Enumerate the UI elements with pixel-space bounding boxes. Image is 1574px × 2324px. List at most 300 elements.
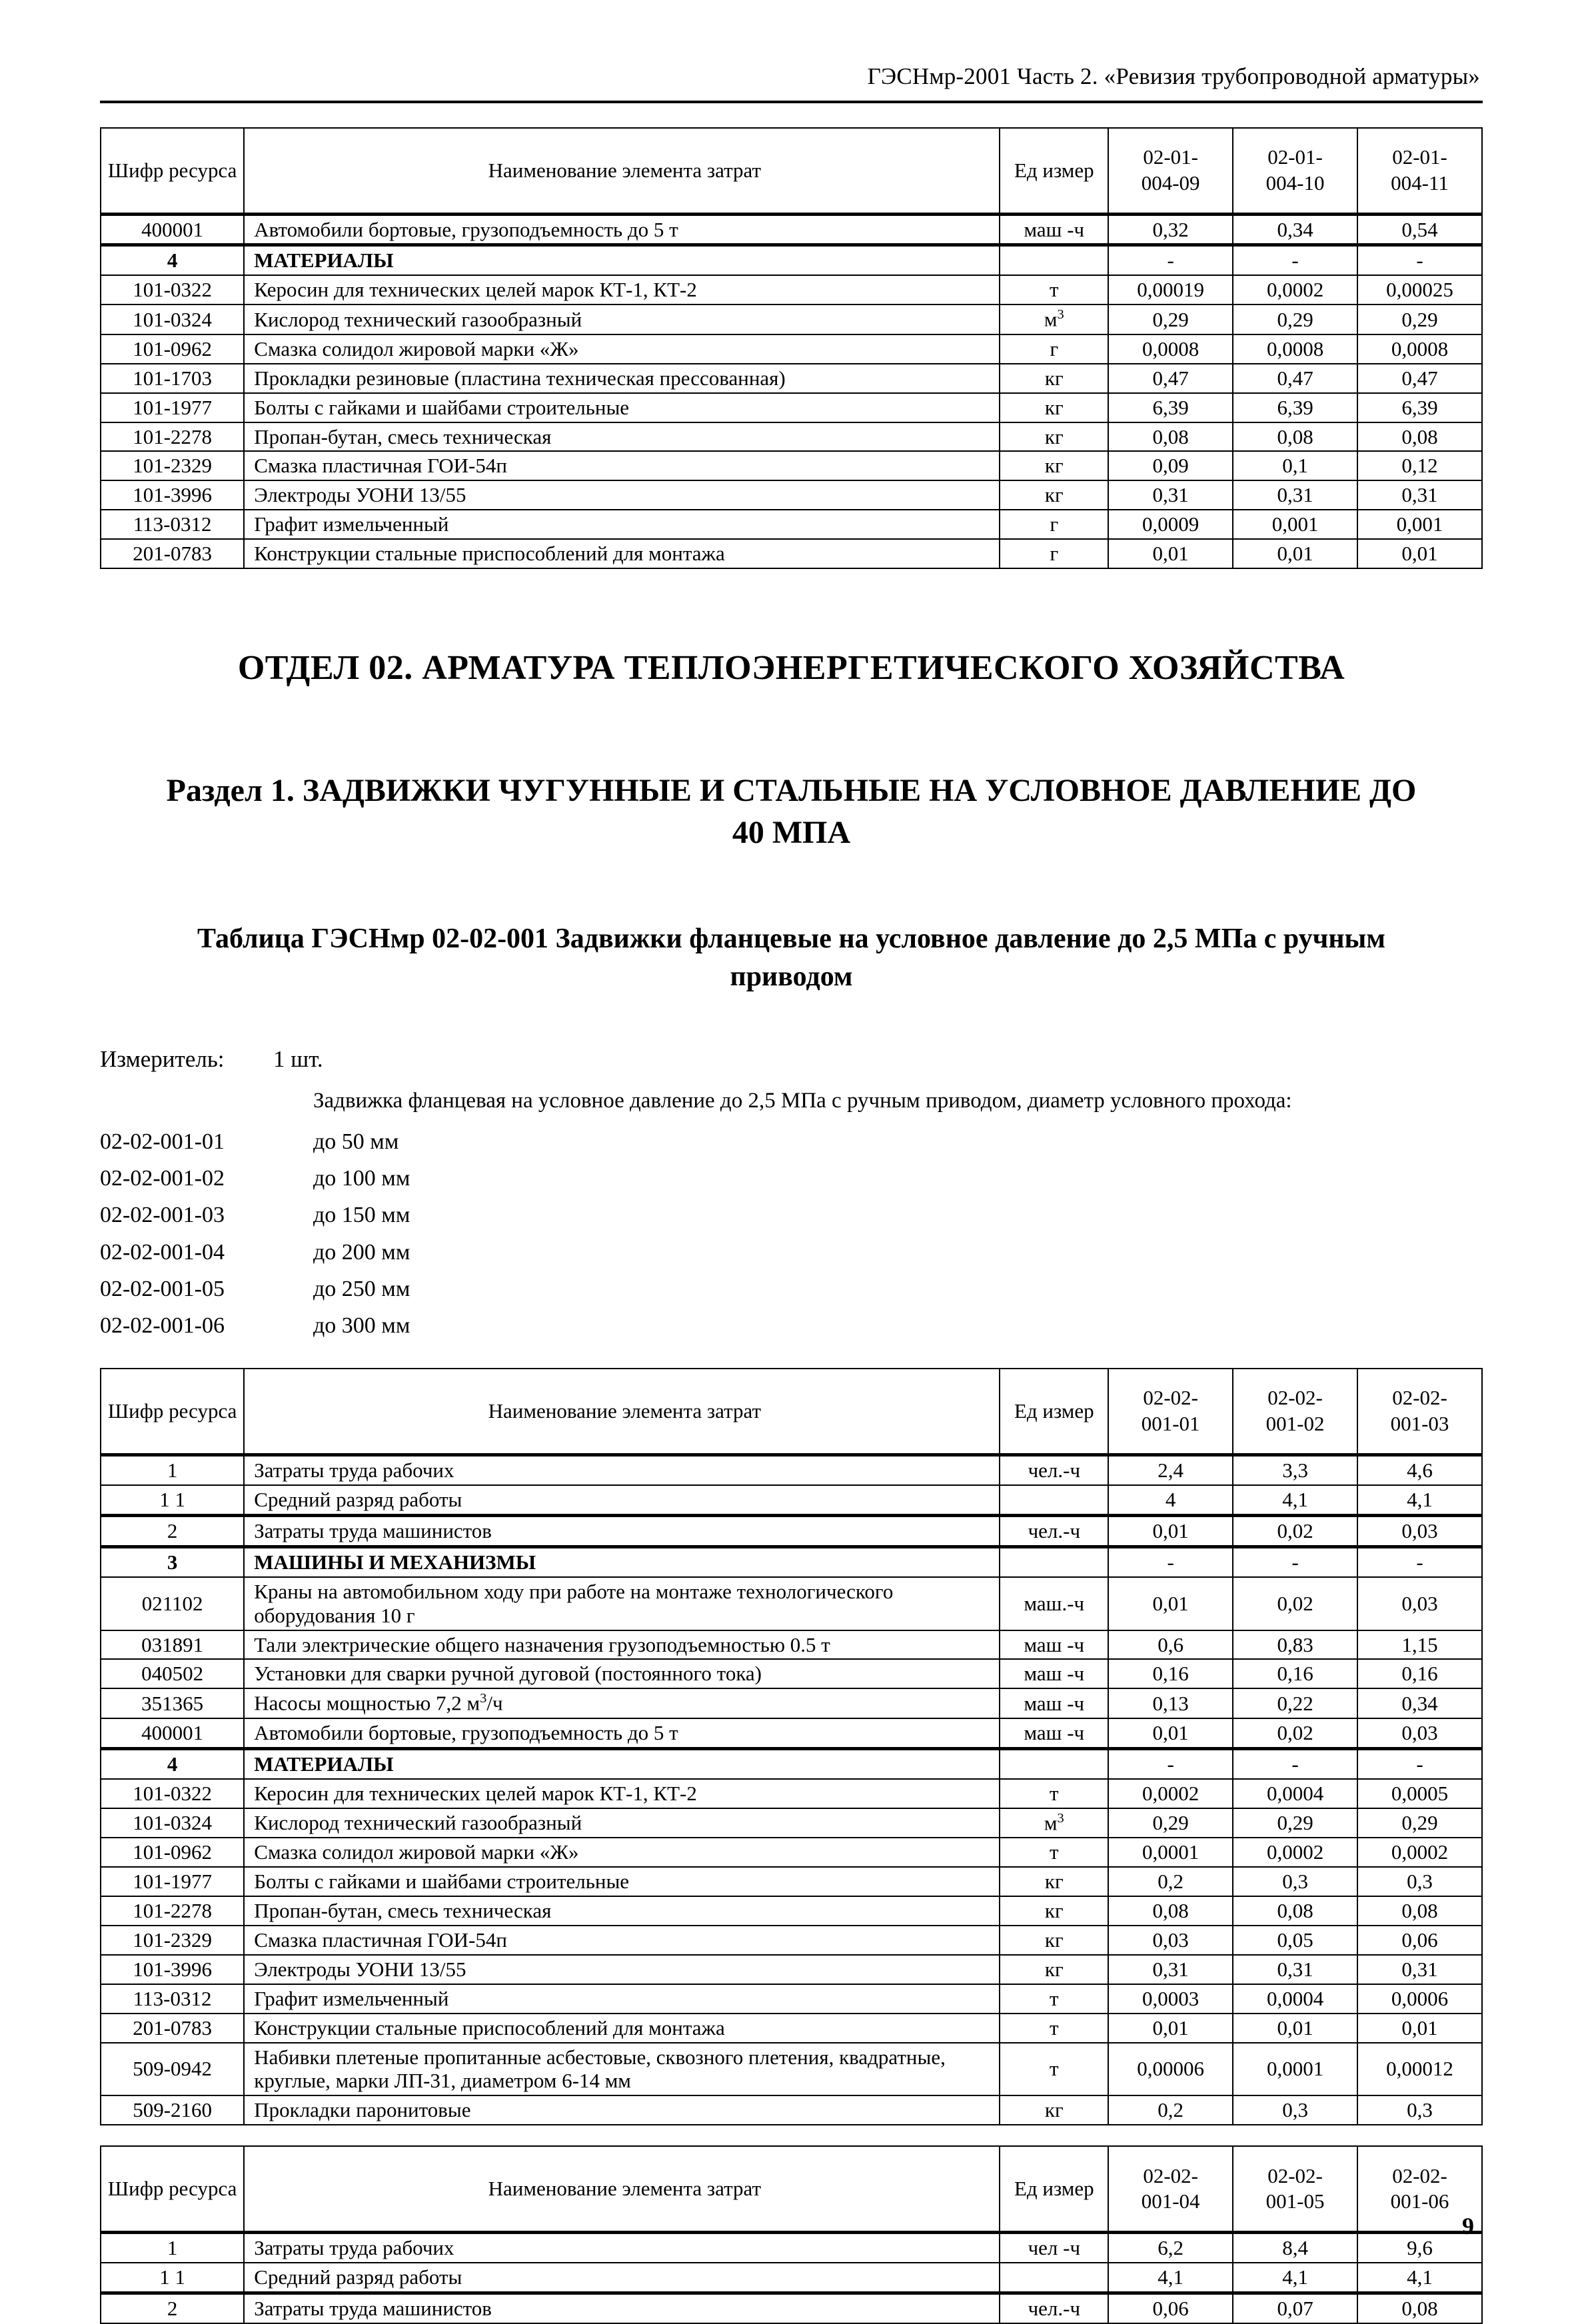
cell-resource-code: 4 <box>101 1748 244 1778</box>
resource-table-1-wrapper <box>100 127 1483 570</box>
cell-value: 0,31 <box>1233 1955 1357 1984</box>
cell-unit: кг <box>1000 2095 1108 2125</box>
cell-value: 0,3 <box>1357 1867 1482 1896</box>
cell-resource-code: 101-0324 <box>101 1808 244 1838</box>
table-row <box>101 2014 1482 2043</box>
table-row <box>101 1779 1482 1808</box>
section-heading: Раздел 1. ЗАДВИЖКИ ЧУГУННЫЕ И СТАЛЬНЫЕ НА УСЛОВНОЕ ДАВЛЕНИЕ ДО 40 МПА <box>166 772 1417 851</box>
cell-value: 9,6 <box>1357 2233 1482 2263</box>
cell-unit: чел -ч <box>1000 2233 1108 2263</box>
table-row <box>101 214 1482 245</box>
cell-unit <box>1000 1748 1108 1778</box>
cell-value: 3,3 <box>1233 1454 1357 1484</box>
cell-value: - <box>1233 1748 1357 1778</box>
cell-value: 0,0006 <box>1357 1984 1482 2014</box>
cell-value: 0,47 <box>1233 364 1357 393</box>
resource-table-2 <box>100 1368 1483 2126</box>
variant-description: до 250 мм <box>313 1276 410 1301</box>
th-variant-1-bottom: 001-01 <box>1141 1411 1200 1435</box>
th-unit: Ед измер <box>1000 2146 1108 2233</box>
cell-value: 0,0001 <box>1233 2043 1357 2096</box>
cell-element-name: Затраты труда рабочих <box>244 1454 1000 1484</box>
running-header: ГЭСНмр-2001 Часть 2. «Ревизия трубопроводной арматуры» <box>867 63 1480 89</box>
table-3-body <box>101 2233 1482 2323</box>
cell-element-name: Затраты труда рабочих <box>244 2233 1000 2263</box>
table-2-head <box>101 1369 1482 1455</box>
variant-code: 02-02-001-01 <box>100 1129 225 1155</box>
cell-value: 0,0008 <box>1233 334 1357 364</box>
cell-unit: т <box>1000 2014 1108 2043</box>
cell-value: 0,0005 <box>1357 1779 1482 1808</box>
table-row <box>101 1688 1482 1718</box>
cell-unit: т <box>1000 1838 1108 1867</box>
cell-value: 0,001 <box>1233 510 1357 539</box>
cell-unit: маш -ч <box>1000 1688 1108 1718</box>
cell-unit: т <box>1000 2043 1108 2096</box>
cell-unit: чел.-ч <box>1000 1515 1108 1546</box>
cell-element-name: Болты с гайками и шайбами строительные <box>244 1867 1000 1896</box>
table-row <box>101 539 1482 568</box>
cell-unit: кг <box>1000 1926 1108 1955</box>
th-name: Наименование элемента затрат <box>244 2146 1000 2233</box>
cell-element-name: Кислород технический газообразный <box>244 304 1000 334</box>
cell-value: 6,2 <box>1108 2233 1233 2263</box>
cell-resource-code: 101-0322 <box>101 275 244 304</box>
cell-unit: кг <box>1000 1955 1108 1984</box>
cell-element-name: Насосы мощностью 7,2 $м^3/ч$ <box>244 1688 1000 1718</box>
cell-element-name: Прокладки паронитовые <box>244 2095 1000 2125</box>
cell-value: 0,08 <box>1233 422 1357 452</box>
cell-element-name: МАШИНЫ И МЕХАНИЗМЫ <box>244 1546 1000 1576</box>
variant-description: до 200 мм <box>313 1239 410 1265</box>
cell-value: 0,01 <box>1108 2014 1233 2043</box>
th-variant-1-top: 02-01- <box>1143 145 1198 169</box>
cell-value: 2,4 <box>1108 1454 1233 1484</box>
cell-value: 0,31 <box>1108 480 1233 510</box>
cell-value: 0,0002 <box>1357 1838 1482 1867</box>
th-variant-1 <box>1108 1369 1233 1455</box>
cell-resource-code: 101-0324 <box>101 304 244 334</box>
cell-resource-code: 101-1977 <box>101 1867 244 1896</box>
table-row <box>101 422 1482 452</box>
cell-value: 0,01 <box>1108 1577 1233 1630</box>
variant-description: до 300 мм <box>313 1313 410 1338</box>
cell-unit <box>1000 1546 1108 1576</box>
th-variant-3 <box>1357 128 1482 215</box>
cell-element-name: Смазка пластичная ГОИ-54п <box>244 451 1000 480</box>
cell-value: - <box>1233 1546 1357 1576</box>
th-unit: Ед измер <box>1000 128 1108 215</box>
table-row <box>101 304 1482 334</box>
cell-unit: кг <box>1000 480 1108 510</box>
cell-element-name: МАТЕРИАЛЫ <box>244 245 1000 275</box>
variant-code-row <box>100 1197 1483 1233</box>
cell-value: 0,08 <box>1357 1896 1482 1926</box>
cell-value: 6,39 <box>1357 393 1482 422</box>
cell-value: 0,12 <box>1357 451 1482 480</box>
cell-value: 0,08 <box>1108 1896 1233 1926</box>
header-rule <box>100 101 1483 103</box>
cell-value: 0,32 <box>1108 214 1233 245</box>
cell-value: - <box>1233 245 1357 275</box>
cell-value: 0,02 <box>1233 1515 1357 1546</box>
cell-value: 0,0004 <box>1233 1984 1357 2014</box>
cell-value: 0,01 <box>1108 1718 1233 1748</box>
cell-value: 0,03 <box>1357 1515 1482 1546</box>
cell-value: 0,00006 <box>1108 2043 1233 2096</box>
cell-element-name: Керосин для технических целей марок КТ-1, КТ-2 <box>244 1779 1000 1808</box>
cell-value: 0,3 <box>1357 2095 1482 2125</box>
cell-unit: маш.-ч <box>1000 1577 1108 1630</box>
variant-description: до 100 мм <box>313 1166 410 1191</box>
cell-resource-code: 101-1977 <box>101 393 244 422</box>
variant-description: до 150 мм <box>313 1203 410 1228</box>
cell-value: 0,01 <box>1357 2014 1482 2043</box>
table-title: Таблица ГЭСНмр 02-02-001 Задвижки фланцевые на условное давление до 2,5 МПа с ручным приводом <box>197 923 1385 992</box>
cell-value: 0,00012 <box>1357 2043 1482 2096</box>
th-name: Наименование элемента затрат <box>244 1369 1000 1455</box>
cell-resource-code: 351365 <box>101 1688 244 1718</box>
cell-element-name: Керосин для технических целей марок КТ-1, КТ-2 <box>244 275 1000 304</box>
cell-value: 0,03 <box>1108 1926 1233 1955</box>
cell-value: 0,00025 <box>1357 275 1482 304</box>
table-header-row <box>101 128 1482 215</box>
cell-element-name: Смазка солидол жировой марки «Ж» <box>244 1838 1000 1867</box>
cell-element-name: Краны на автомобильном ходу при работе на монтаже технологического оборудования 10 г <box>244 1577 1000 1630</box>
th-variant-2-top: 02-01- <box>1267 145 1323 169</box>
cell-resource-code: 509-2160 <box>101 2095 244 2125</box>
cell-element-name: Установки для сварки ручной дуговой (постоянного тока) <box>244 1659 1000 1688</box>
table-row <box>101 334 1482 364</box>
cell-resource-code: 400001 <box>101 214 244 245</box>
table-row <box>101 1718 1482 1748</box>
cell-element-name: Смазка солидол жировой марки «Ж» <box>244 334 1000 364</box>
cell-value: 0,54 <box>1357 214 1482 245</box>
cell-resource-code: 201-0783 <box>101 539 244 568</box>
cell-value: - <box>1357 1546 1482 1576</box>
cell-element-name: Затраты труда машинистов <box>244 1515 1000 1546</box>
cell-element-name: Кислород технический газообразный <box>244 1808 1000 1838</box>
cell-element-name: Прокладки резиновые (пластина техническая прессованная) <box>244 364 1000 393</box>
cell-value: 0,3 <box>1233 1867 1357 1896</box>
cell-value: 4,1 <box>1233 1485 1357 1515</box>
cell-value: 0,05 <box>1233 1926 1357 1955</box>
cell-resource-code: 400001 <box>101 1718 244 1748</box>
cell-value: 0,16 <box>1108 1659 1233 1688</box>
cell-resource-code: 101-3996 <box>101 1955 244 1984</box>
cell-resource-code: 101-2278 <box>101 422 244 452</box>
cell-resource-code: 101-2329 <box>101 1926 244 1955</box>
th-variant-2-bottom: 004-10 <box>1265 171 1325 195</box>
variant-code: 02-02-001-05 <box>100 1276 225 1301</box>
th-variant-1-top: 02-02- <box>1143 2163 1198 2187</box>
cell-unit: г <box>1000 510 1108 539</box>
cell-element-name: Автомобили бортовые, грузоподъемность до 5 т <box>244 214 1000 245</box>
variant-code-row <box>100 1271 1483 1307</box>
cell-resource-code: 040502 <box>101 1659 244 1688</box>
variant-code-list <box>100 1123 1483 1343</box>
cell-element-name: Графит измельченный <box>244 510 1000 539</box>
page-number: 9 <box>1462 2213 1474 2239</box>
cell-value: 0,06 <box>1357 1926 1482 1955</box>
cell-value: 4,1 <box>1108 2263 1233 2293</box>
variant-code-row <box>100 1123 1483 1160</box>
cell-value: 0,31 <box>1233 480 1357 510</box>
variant-code-row <box>100 1160 1483 1197</box>
table-row <box>101 1896 1482 1926</box>
cell-value: 0,83 <box>1233 1630 1357 1660</box>
resource-table-2-wrapper <box>100 1368 1483 2126</box>
th-variant-1-bottom: 001-04 <box>1141 2189 1200 2213</box>
table-row <box>101 2293 1482 2323</box>
cell-value: 0,0008 <box>1357 334 1482 364</box>
cell-value: 0,0008 <box>1108 334 1233 364</box>
table-row <box>101 1926 1482 1955</box>
cell-value: 0,29 <box>1357 1808 1482 1838</box>
table-1-head <box>101 128 1482 215</box>
cell-value: 0,47 <box>1108 364 1233 393</box>
cell-resource-code: 101-2278 <box>101 1896 244 1926</box>
variant-code: 02-02-001-06 <box>100 1313 225 1338</box>
cell-value: 0,00019 <box>1108 275 1233 304</box>
cell-unit: маш -ч <box>1000 1630 1108 1660</box>
cell-value: 0,08 <box>1357 422 1482 452</box>
resource-table-1 <box>100 127 1483 570</box>
table-row <box>101 1984 1482 2014</box>
th-variant-3-top: 02-02- <box>1392 1386 1447 1410</box>
cell-unit: г <box>1000 539 1108 568</box>
th-variant-3 <box>1357 1369 1482 1455</box>
cell-element-name: Графит измельченный <box>244 1984 1000 2014</box>
cell-element-name: Конструкции стальные приспособлений для монтажа <box>244 539 1000 568</box>
department-heading: ОТДЕЛ 02. АРМАТУРА ТЕПЛОЭНЕРГЕТИЧЕСКОГО ХОЗЯЙСТВА <box>237 649 1345 688</box>
resource-table-3-wrapper <box>100 2145 1483 2324</box>
cell-value: 0,01 <box>1233 539 1357 568</box>
cell-value: 0,01 <box>1357 539 1482 568</box>
measure-row <box>100 1046 1483 1073</box>
cell-unit: маш -ч <box>1000 1718 1108 1748</box>
cell-resource-code: 113-0312 <box>101 1984 244 2014</box>
table-2-body <box>101 1454 1482 2125</box>
page-content <box>100 0 1483 2324</box>
cell-unit: кг <box>1000 1896 1108 1926</box>
cell-value: 0,29 <box>1108 304 1233 334</box>
cell-value: 0,07 <box>1233 2293 1357 2323</box>
cell-unit: г <box>1000 334 1108 364</box>
table-row <box>101 1808 1482 1838</box>
th-variant-3-bottom: 001-03 <box>1390 1411 1449 1435</box>
cell-value: 0,31 <box>1357 1955 1482 1984</box>
table-row <box>101 1955 1482 1984</box>
cell-element-name: Автомобили бортовые, грузоподъемность до 5 т <box>244 1718 1000 1748</box>
cell-unit: чел.-ч <box>1000 2293 1108 2323</box>
th-variant-3-top: 02-02- <box>1392 2163 1447 2187</box>
cell-value: 0,34 <box>1233 214 1357 245</box>
cell-element-name: Средний разряд работы <box>244 2263 1000 2293</box>
th-code: Шифр ресурса <box>101 2146 244 2233</box>
cell-value: 0,31 <box>1357 480 1482 510</box>
table-row <box>101 2263 1482 2293</box>
th-variant-2-top: 02-02- <box>1267 1386 1323 1410</box>
table-header-row <box>101 1369 1482 1455</box>
table-row <box>101 1485 1482 1515</box>
cell-unit <box>1000 2263 1108 2293</box>
table-row <box>101 393 1482 422</box>
cell-resource-code: 2 <box>101 1515 244 1546</box>
th-variant-3-bottom: 001-06 <box>1390 2189 1449 2213</box>
table-row <box>101 1838 1482 1867</box>
cell-resource-code: 4 <box>101 245 244 275</box>
th-variant-3-top: 02-01- <box>1392 145 1447 169</box>
table-row <box>101 1867 1482 1896</box>
cell-value: 4 <box>1108 1485 1233 1515</box>
table-row <box>101 2233 1482 2263</box>
cell-unit: $м^3$ <box>1000 1808 1108 1838</box>
cell-unit: кг <box>1000 422 1108 452</box>
th-variant-1 <box>1108 128 1233 215</box>
cell-value: 4,6 <box>1357 1454 1482 1484</box>
cell-resource-code: 101-3996 <box>101 480 244 510</box>
table-row <box>101 364 1482 393</box>
cell-resource-code: 031891 <box>101 1630 244 1660</box>
cell-value: 0,34 <box>1357 1688 1482 1718</box>
cell-element-name: Смазка пластичная ГОИ-54п <box>244 1926 1000 1955</box>
cell-element-name: Затраты труда машинистов <box>244 2293 1000 2323</box>
cell-resource-code: 101-0962 <box>101 334 244 364</box>
cell-element-name: Болты с гайками и шайбами строительные <box>244 393 1000 422</box>
cell-resource-code: 509-0942 <box>101 2043 244 2096</box>
variant-code: 02-02-001-03 <box>100 1203 225 1228</box>
cell-unit <box>1000 245 1108 275</box>
table-row <box>101 480 1482 510</box>
th-code: Шифр ресурса <box>101 1369 244 1455</box>
cell-value: 4,1 <box>1357 2263 1482 2293</box>
cell-value: 0,29 <box>1108 1808 1233 1838</box>
cell-resource-code: 1 1 <box>101 2263 244 2293</box>
cell-value: - <box>1108 1748 1233 1778</box>
cell-value: 0,03 <box>1357 1718 1482 1748</box>
cell-resource-code: 2 <box>101 2293 244 2323</box>
cell-value: 0,01 <box>1108 1515 1233 1546</box>
cell-unit: т <box>1000 1779 1108 1808</box>
cell-value: 0,0003 <box>1108 1984 1233 2014</box>
cell-value: 0,01 <box>1108 539 1233 568</box>
cell-value: 0,6 <box>1108 1630 1233 1660</box>
variant-description: до 50 мм <box>313 1129 399 1155</box>
cell-element-name: Тали электрические общего назначения грузоподъемностью 0.5 т <box>244 1630 1000 1660</box>
table-row <box>101 2095 1482 2125</box>
table-row <box>101 1577 1482 1630</box>
cell-value: 0,08 <box>1357 2293 1482 2323</box>
table-row <box>101 1454 1482 1484</box>
cell-unit: маш -ч <box>1000 1659 1108 1688</box>
th-variant-2 <box>1233 2146 1357 2233</box>
cell-unit: т <box>1000 1984 1108 2014</box>
table-row <box>101 1546 1482 1576</box>
cell-unit: $м^3$ <box>1000 304 1108 334</box>
cell-value: 0,01 <box>1233 2014 1357 2043</box>
th-variant-3-bottom: 004-11 <box>1391 171 1449 195</box>
cell-value: 0,08 <box>1233 1896 1357 1926</box>
cell-value: 0,02 <box>1233 1577 1357 1630</box>
cell-value: 0,03 <box>1357 1577 1482 1630</box>
cell-value: 0,2 <box>1108 2095 1233 2125</box>
th-variant-2 <box>1233 1369 1357 1455</box>
cell-unit: кг <box>1000 364 1108 393</box>
cell-value: 0,22 <box>1233 1688 1357 1718</box>
th-variant-1-bottom: 004-09 <box>1141 171 1200 195</box>
cell-element-name: Электроды УОНИ 13/55 <box>244 1955 1000 1984</box>
cell-resource-code: 101-0962 <box>101 1838 244 1867</box>
cell-value: 0,06 <box>1108 2293 1233 2323</box>
table-row <box>101 275 1482 304</box>
cell-unit: кг <box>1000 1867 1108 1896</box>
cell-unit: т <box>1000 275 1108 304</box>
cell-value: 0,0002 <box>1233 1838 1357 1867</box>
cell-resource-code: 101-0322 <box>101 1779 244 1808</box>
table-row <box>101 451 1482 480</box>
variant-code-row <box>100 1307 1483 1344</box>
cell-value: 0,0004 <box>1233 1779 1357 1808</box>
cell-unit: кг <box>1000 393 1108 422</box>
resource-table-3 <box>100 2145 1483 2324</box>
th-variant-2 <box>1233 128 1357 215</box>
cell-resource-code: 1 1 <box>101 1485 244 1515</box>
cell-value: - <box>1357 245 1482 275</box>
cell-value: 0,29 <box>1233 304 1357 334</box>
cell-value: 1,15 <box>1357 1630 1482 1660</box>
cell-element-name: Пропан-бутан, смесь техническая <box>244 1896 1000 1926</box>
cell-value: 0,1 <box>1233 451 1357 480</box>
cell-resource-code: 101-1703 <box>101 364 244 393</box>
cell-resource-code: 113-0312 <box>101 510 244 539</box>
measure-value: 1 шт. <box>273 1045 323 1072</box>
table-header-row <box>101 2146 1482 2233</box>
cell-resource-code: 3 <box>101 1546 244 1576</box>
cell-value: 0,16 <box>1233 1659 1357 1688</box>
th-variant-2-top: 02-02- <box>1267 2163 1323 2187</box>
cell-unit: кг <box>1000 451 1108 480</box>
variant-code: 02-02-001-04 <box>100 1239 225 1265</box>
table-row <box>101 1748 1482 1778</box>
cell-unit: чел.-ч <box>1000 1454 1108 1484</box>
th-code: Шифр ресурса <box>101 128 244 215</box>
cell-value: - <box>1108 1546 1233 1576</box>
cell-element-name: Электроды УОНИ 13/55 <box>244 480 1000 510</box>
table-row <box>101 1659 1482 1688</box>
cell-value: 0,29 <box>1357 304 1482 334</box>
cell-value: 6,39 <box>1233 393 1357 422</box>
cell-resource-code: 1 <box>101 2233 244 2263</box>
cell-value: 0,2 <box>1108 1867 1233 1896</box>
table-1-body <box>101 214 1482 568</box>
variant-code: 02-02-001-02 <box>100 1166 225 1191</box>
table-row <box>101 510 1482 539</box>
cell-value: 0,16 <box>1357 1659 1482 1688</box>
cell-value: 0,02 <box>1233 1718 1357 1748</box>
cell-value: 0,0001 <box>1108 1838 1233 1867</box>
table-3-head <box>101 2146 1482 2233</box>
cell-resource-code: 1 <box>101 1454 244 1484</box>
cell-value: 4,1 <box>1233 2263 1357 2293</box>
cell-value: 0,13 <box>1108 1688 1233 1718</box>
cell-value: 0,08 <box>1108 422 1233 452</box>
cell-value: 0,0002 <box>1233 275 1357 304</box>
cell-value: 8,4 <box>1233 2233 1357 2263</box>
th-variant-2-bottom: 001-05 <box>1265 2189 1325 2213</box>
table-row <box>101 245 1482 275</box>
cell-element-name: МАТЕРИАЛЫ <box>244 1748 1000 1778</box>
